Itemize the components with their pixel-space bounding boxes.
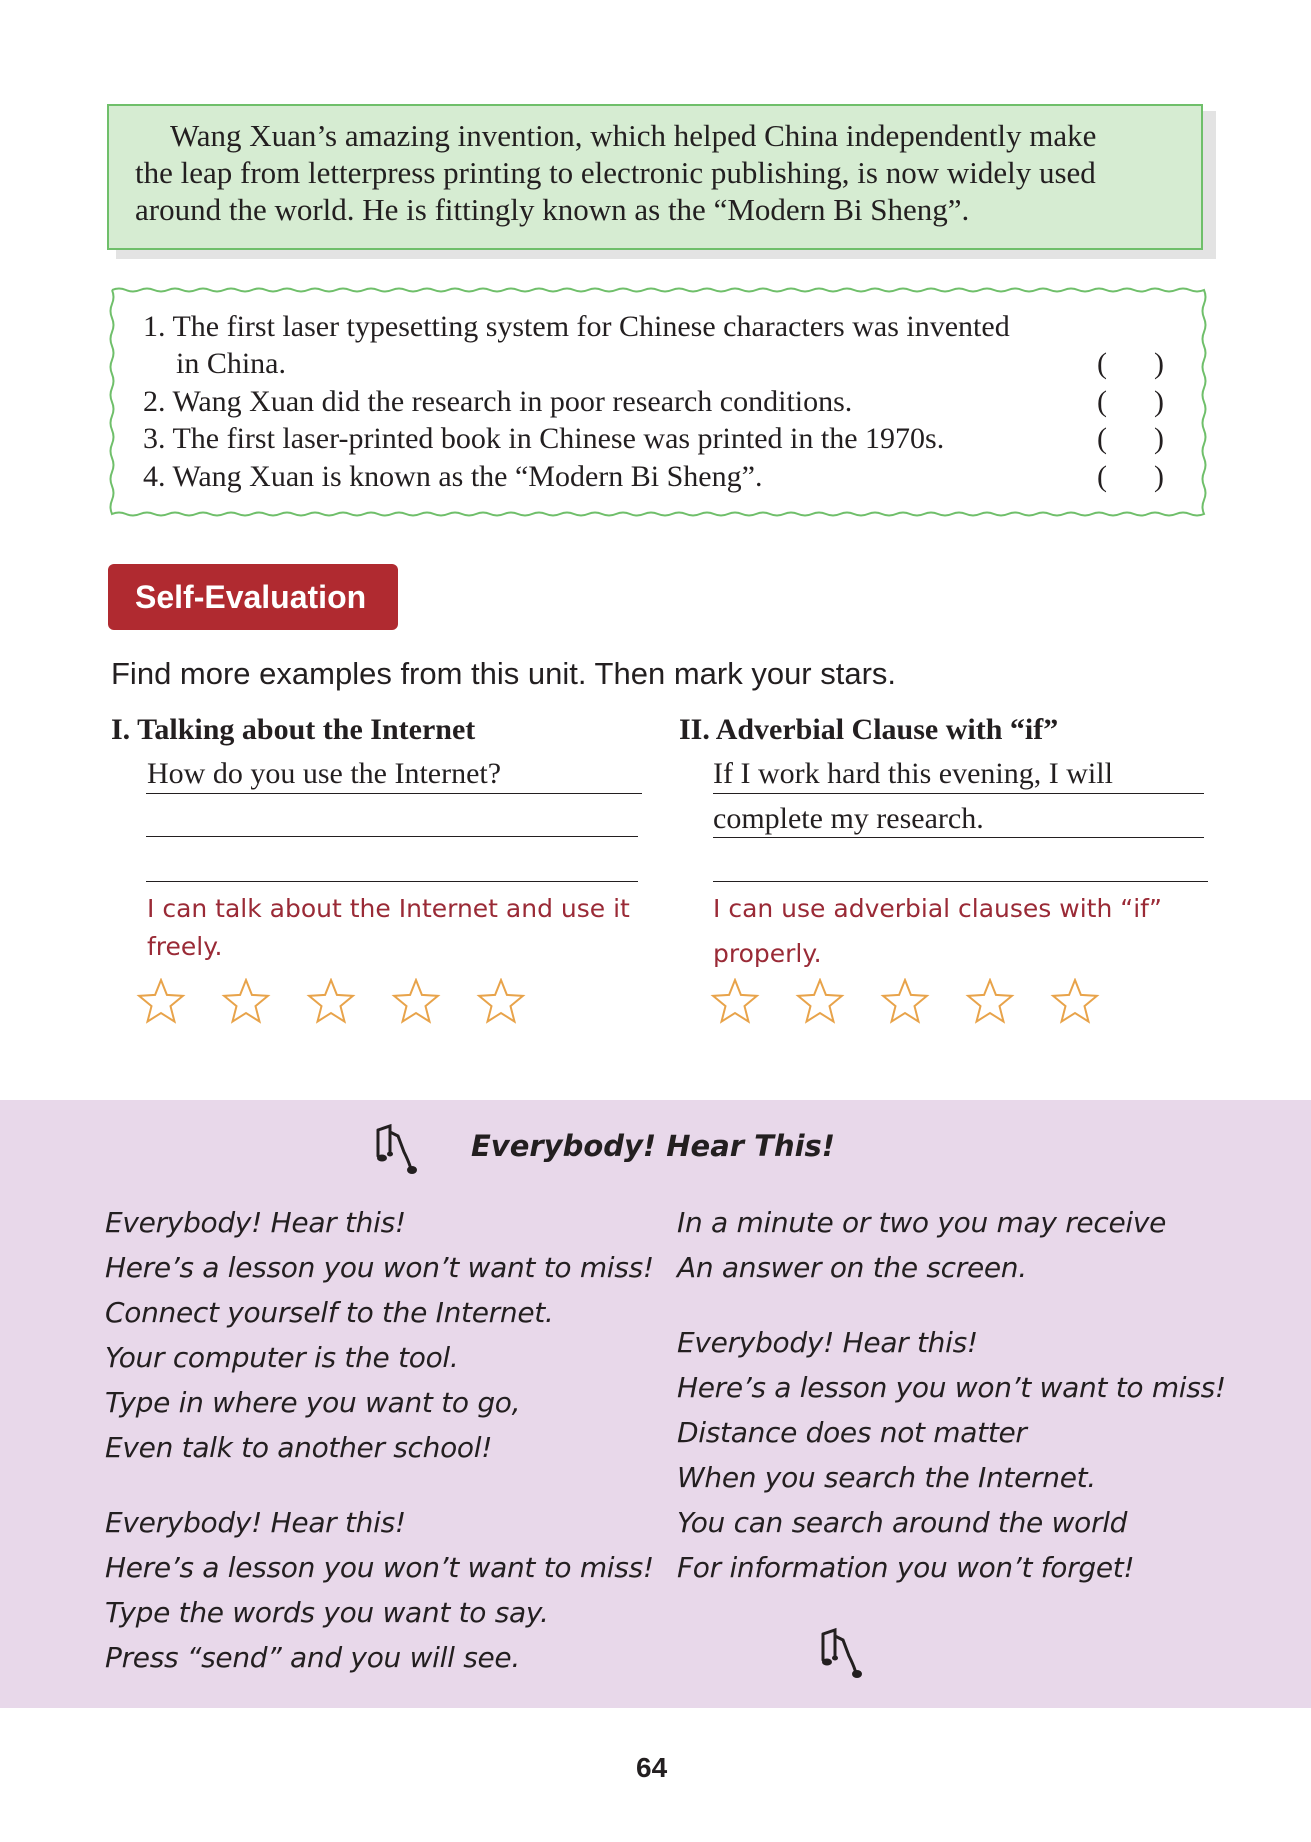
tf-statement-1-cont: in China. <box>176 347 286 380</box>
passage-line: the leap from letterpress printing to electronic publishing, is now widely used <box>135 155 1096 190</box>
chant-line: Type the words you want to say. <box>105 1596 549 1629</box>
tf-statement-4: 4. Wang Xuan is known as the “Modern Bi Sheng”. <box>143 460 763 493</box>
answer-text: complete my research. <box>713 802 984 835</box>
instruction-text: Find more examples from this unit. Then mark your stars. <box>111 656 897 691</box>
answer-line[interactable] <box>713 793 1204 794</box>
chant-right-stanza-2 <box>677 1320 1226 1590</box>
rating-star-icon[interactable] <box>221 978 271 1026</box>
section-title-if-clause: II. Adverbial Clause with “if” <box>679 713 1059 746</box>
chant-line: Distance does not matter <box>677 1416 1027 1449</box>
chant-line: Everybody! Hear this! <box>105 1506 406 1539</box>
chant-line: When you search the Internet. <box>677 1461 1096 1494</box>
rating-star-icon[interactable] <box>965 978 1015 1026</box>
rating-star-icon[interactable] <box>880 978 930 1026</box>
answer-line[interactable] <box>713 881 1208 882</box>
chant-left-stanza-2 <box>105 1500 654 1680</box>
can-do-statement: I can talk about the Internet and use it <box>147 894 630 923</box>
answer-line[interactable] <box>713 837 1204 838</box>
chant-line: Here’s a lesson you won’t want to miss! <box>677 1371 1226 1404</box>
answer-line[interactable] <box>146 836 638 837</box>
tf-statement-3: 3. The first laser-printed book in Chinese was printed in the 1970s. <box>143 422 945 455</box>
rating-star-icon[interactable] <box>136 978 186 1026</box>
tf-statement-2: 2. Wang Xuan did the research in poor research conditions. <box>143 385 853 418</box>
can-do-statement-cont: properly. <box>713 939 822 968</box>
chant-line: Here’s a lesson you won’t want to miss! <box>105 1251 654 1284</box>
rating-star-icon[interactable] <box>306 978 356 1026</box>
can-do-statement-cont: freely. <box>147 932 223 961</box>
rating-star-icon[interactable] <box>391 978 441 1026</box>
music-note-icon <box>374 1122 418 1178</box>
passage-line: around the world. He is fittingly known as the “Modern Bi Sheng”. <box>135 192 970 227</box>
tf-statement-1: 1. The first laser typesetting system for Chinese characters was invented <box>143 310 1010 343</box>
chant-title: Everybody! Hear This! <box>471 1129 836 1163</box>
chant-line: Your computer is the tool. <box>105 1341 459 1374</box>
chant-line: For information you won’t forget! <box>677 1551 1135 1584</box>
chant-line: You can search around the world <box>677 1506 1128 1539</box>
answer-line[interactable] <box>146 881 638 882</box>
section-title-internet: I. Talking about the Internet <box>111 713 476 746</box>
rating-star-icon[interactable] <box>476 978 526 1026</box>
page-number: 64 <box>636 1752 668 1783</box>
rating-star-icon[interactable] <box>1050 978 1100 1026</box>
chant-line: In a minute or two you may receive <box>677 1206 1167 1239</box>
chant-line: Press “send” and you will see. <box>105 1641 520 1674</box>
chant-line: An answer on the screen. <box>677 1251 1027 1284</box>
rating-star-icon[interactable] <box>710 978 760 1026</box>
chant-line: Here’s a lesson you won’t want to miss! <box>105 1551 654 1584</box>
chant-line: Everybody! Hear this! <box>105 1206 406 1239</box>
self-evaluation-banner: Self-Evaluation <box>108 564 398 630</box>
answer-text: How do you use the Internet? <box>147 757 502 790</box>
can-do-statement: I can use adverbial clauses with “if” <box>713 894 1162 923</box>
chant-line: Connect yourself to the Internet. <box>105 1296 554 1329</box>
music-note-icon <box>819 1626 863 1682</box>
answer-text: If I work hard this evening, I will <box>713 757 1113 790</box>
chant-line: Type in where you want to go, <box>105 1386 521 1419</box>
rating-star-icon[interactable] <box>795 978 845 1026</box>
passage-line: Wang Xuan’s amazing invention, which helped China independently make <box>170 118 1097 153</box>
chant-line: Even talk to another school! <box>105 1431 493 1464</box>
chant-right-stanza-1 <box>677 1200 1166 1290</box>
answer-line[interactable] <box>146 793 642 794</box>
chant-left-stanza-1 <box>105 1200 654 1470</box>
chant-line: Everybody! Hear this! <box>677 1326 978 1359</box>
